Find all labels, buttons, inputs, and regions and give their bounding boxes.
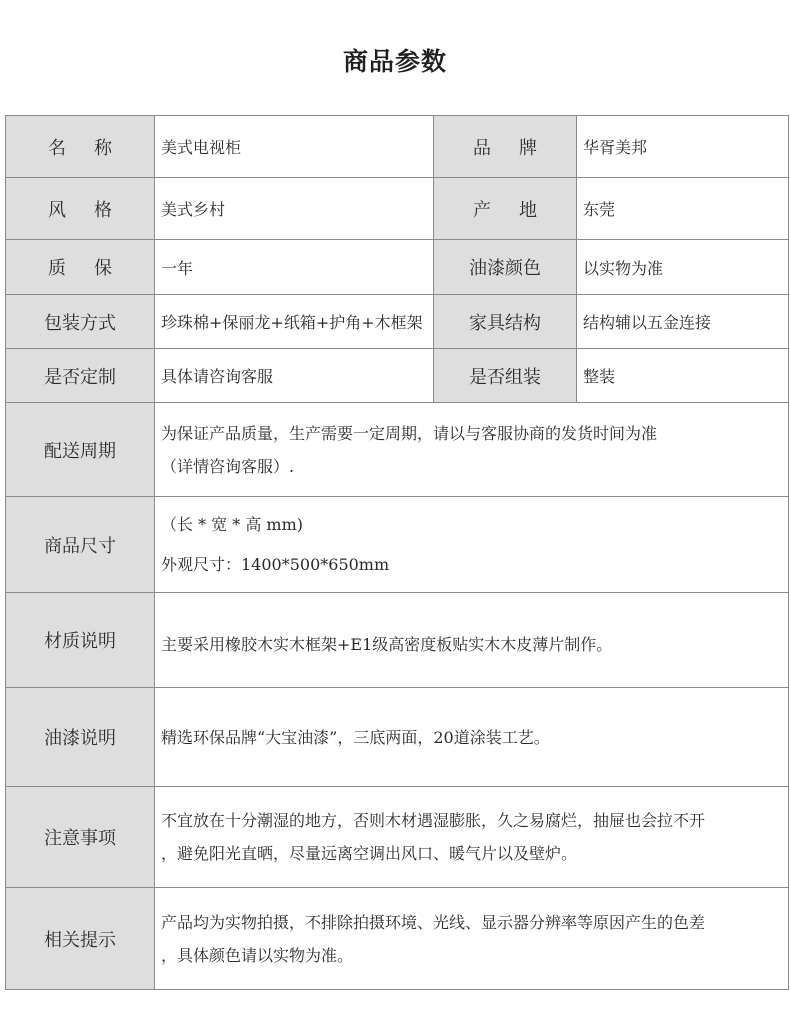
param-value-paint-color: 以实物为准 [577, 240, 789, 295]
param-value-style: 美式乡村 [155, 178, 434, 240]
param-label-material: 材质说明 [6, 593, 155, 688]
param-value-delivery-line-1: 为保证产品质量，生产需要一定周期，请以与客服协商的发货时间为准 [161, 423, 658, 443]
param-label-structure: 家具结构 [434, 295, 577, 349]
param-value-assembly: 整装 [577, 349, 789, 403]
param-value-material-line-1: 主要采用橡胶木实木框架+E1级高密度板贴实木木皮薄片制作。 [161, 634, 613, 654]
param-value-material [155, 593, 789, 688]
param-label-packaging: 包装方式 [6, 295, 155, 349]
param-value-tips-line-2: ，具体颜色请以实物为准。 [161, 945, 354, 965]
param-row-size [6, 497, 789, 593]
param-row-paint [6, 688, 789, 787]
param-value-structure: 结构辅以五金连接 [577, 295, 789, 349]
param-label-size: 商品尺寸 [6, 497, 155, 593]
param-label-origin: 产地 [434, 178, 577, 240]
param-value-notes-line-1: 不宜放在十分潮湿的地方，否则木材遇湿膨胀，久之易腐烂，抽屉也会拉不开 [161, 811, 706, 830]
param-value-packaging: 珍珠棉+保丽龙+纸箱+护角+木框架 [155, 295, 434, 349]
param-label-assembly: 是否组装 [434, 349, 577, 403]
param-label-warranty: 质保 [6, 240, 155, 295]
param-label-style: 风格 [6, 178, 155, 240]
param-row-packaging [6, 295, 789, 349]
param-label-name: 名称 [6, 116, 155, 178]
param-value-size-line-1: （长 * 宽 * 高 mm) [161, 514, 304, 534]
param-row-custom [6, 349, 789, 403]
param-row-tips [6, 888, 789, 990]
param-row-warranty [6, 240, 789, 295]
param-value-delivery [155, 403, 789, 497]
param-label-paint: 油漆说明 [6, 688, 155, 787]
param-row-style [6, 178, 789, 240]
param-value-paint [155, 688, 789, 787]
param-row-delivery [6, 403, 789, 497]
param-value-name: 美式电视柜 [155, 116, 434, 178]
param-value-delivery-line-2: （详情咨询客服）. [161, 456, 295, 476]
param-value-size [155, 497, 789, 593]
param-value-notes-line-2: ，避免阳光直晒，尽量远离空调出风口、暖气片以及壁炉。 [161, 844, 578, 863]
param-label-custom: 是否定制 [6, 349, 155, 403]
param-value-tips-line-1: 产品均为实物拍摄，不排除拍摄环境、光线、显示器分辨率等原因产生的色差 [161, 912, 706, 932]
param-value-origin: 东莞 [577, 178, 789, 240]
page-title: 商品参数 [342, 47, 447, 76]
param-label-tips: 相关提示 [6, 888, 155, 990]
param-value-warranty: 一年 [155, 240, 434, 295]
param-label-delivery: 配送周期 [6, 403, 155, 497]
param-value-custom: 具体请咨询客服 [155, 349, 434, 403]
param-value-paint-line-1: 精选环保品牌“大宝油漆”，三底两面，20道涂装工艺。 [161, 727, 550, 747]
param-row-name [6, 116, 789, 178]
param-value-notes [155, 787, 789, 888]
param-label-notes: 注意事项 [6, 787, 155, 888]
product-params-table [5, 115, 789, 990]
param-label-brand: 品牌 [434, 116, 577, 178]
param-label-paint-color: 油漆颜色 [434, 240, 577, 295]
param-value-size-line-2: 外观尺寸：1400*500*650mm [161, 554, 390, 574]
param-value-brand: 华胥美邦 [577, 116, 789, 178]
param-row-notes [6, 787, 789, 888]
param-value-tips [155, 888, 789, 990]
param-row-material [6, 593, 789, 688]
